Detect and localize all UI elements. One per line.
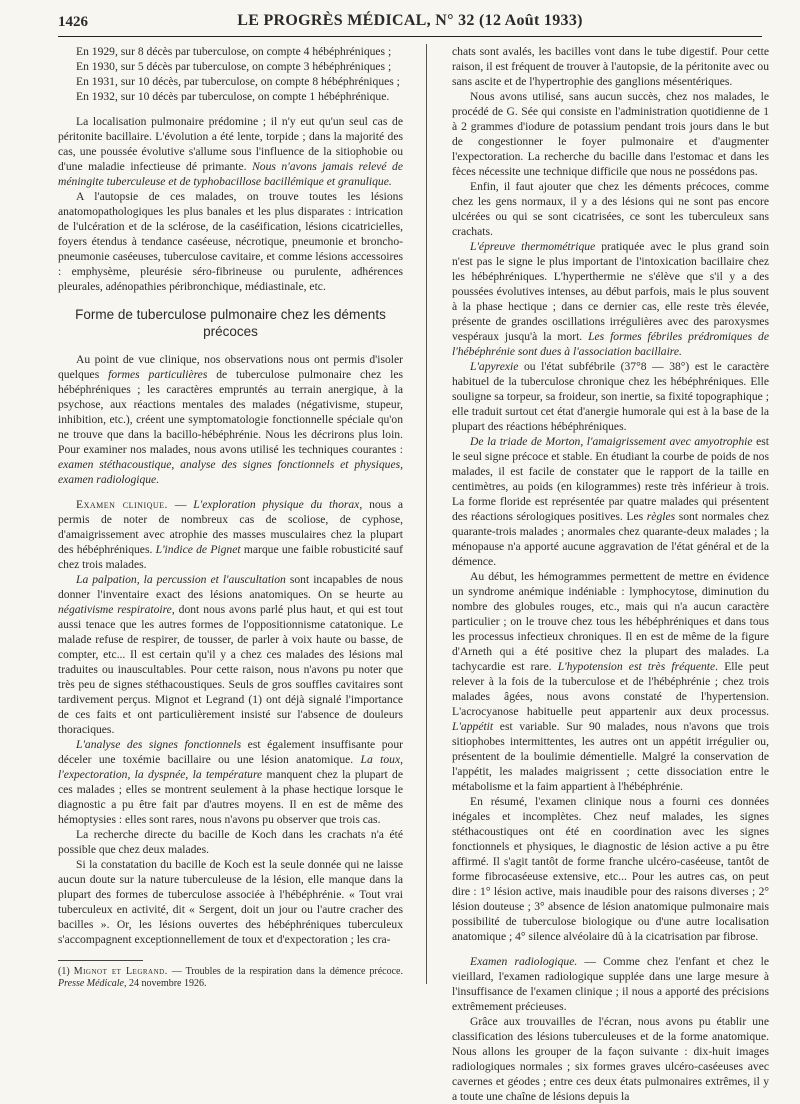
text-run: (1) (58, 966, 74, 977)
footnote-authors: Mignot et Legrand. (73, 966, 168, 977)
text-run: — Troubles de la respiration dans la démence précoce. (167, 966, 403, 977)
paragraph: En 1930, sur 5 décès par tuberculose, on compte 3 hébéphréniques ; (76, 60, 392, 73)
column-rule (426, 44, 427, 984)
text-run: sont incapables de nous donner l'inventaire exact des lésions anatomiques. On se heurte au (58, 573, 403, 601)
emphasis: examen stéthacoustique, analyse des signes fonctionnels et physiques, examen radiologique. (58, 458, 403, 486)
paragraph: En 1929, sur 8 décès par tuberculose, on compte 4 hébéphréniques ; (76, 45, 392, 58)
paragraph (58, 497, 403, 572)
paragraph: En résumé, l'examen clinique nous a fourni ces données inégales et incomplètes. Chez neuf malades, les signes stéthacoustiques ont été en coordination avec les signes fonctionnels et physiques, le diagnostic de lésion active a pu être affirmé. Il s'agit tantôt de forme franche ulcéro-caséeuse, tantôt de forme fibrocaséeuse extensive, etc... Pour les autres cas, on peut dire : 1° lésion active, mais inaudible pour des raisons diverses ; 2° lésion douteuse ; 3° absence de lésion anatomique pulmonaire mais possibilité de tuberculose biologique ou d'une autre localisation anatomique ; 4° silence alvéolaire dû à la cicatrisation par fibrose. (452, 795, 769, 943)
paragraph: La recherche directe du bacille de Koch dans les crachats n'a été possible que chez deux malades. (58, 828, 403, 856)
text-run: pratiquée avec le plus grand soin n'est pas le signe le plus important de l'intoxication bacillaire chez les hébéphréniques. L'hyperthermie ne s'élève que s'il y a des poussées évolutives intenses, au début parfois, mais le plus souvent à la phase hectique ; dans ce dernier cas, elle reste très élevée, présente de grandes oscillations irrégulières avec des paroxysmes vespéraux jusqu'à la mort. (452, 240, 769, 343)
text-run: — (167, 498, 194, 511)
paragraph: Si la constatation du bacille de Koch est la seule donnée qui ne laisse aucun doute sur la nature tuberculeuse de la lésion, elle manque dans la plupart des formes de tuberculose associée à l'hébéphrénie. « Tout vrai tuberculeux en activité, dit « Sergent, doit un jour ou l'autre cracher des bacilles ». Or, les lésions ouvertes des hébéphréniques tuberculeux s'accompagnent exceptionnellement de toux et d'expectoration ; les cra- (58, 858, 403, 946)
text-run: de tuberculose pulmonaire chez les hébéphréniques ; les caractères empruntés au terrain anergique, à la psychose, aux réactions mentales des malades (négativisme, stupeur, inhibition, etc.), créent une symptomatologie fonctionnelle spéciale qu'on ne trouve que dans la bacillo-hébéphrénie. Nous les décrirons plus loin. Pour examiner nos malades, nous avons utilisé les techniques courantes : (58, 368, 403, 456)
subsection-label: Examen clinique. (76, 498, 168, 511)
paragraph: En 1931, sur 10 décès, par tuberculose, on compte 8 hébéphréniques ; (76, 75, 400, 88)
emphasis: Presse Médicale (58, 978, 124, 989)
text-run: , 24 novembre 1926. (124, 978, 207, 989)
paragraph: chats sont avalés, les bacilles vont dans le tube digestif. Pour cette raison, il est fréquent de trouver à l'autopsie, de la péritonite avec ou sans ascite et de l'hypertrophie des ganglions mésentériques. (452, 45, 769, 88)
emphasis: L'épreuve thermométrique (470, 240, 596, 253)
emphasis: La toux, l'expectoration, la dyspnée, la température (58, 753, 403, 781)
paragraph (58, 114, 403, 189)
emphasis: La palpation, la percussion et l'auscultation (76, 573, 286, 586)
text-run: marque une faible robusticité sauf chez trois malades. (58, 543, 403, 571)
paragraph (58, 737, 403, 827)
left-column (58, 44, 403, 1019)
text-run: est le seul signe précoce et stable. En étudiant la courbe de poids de nos malades, il est facile de constater que le rapport de la taille en centimètres, au poids (en kilogrammes) reste très inférieur à trois. La forme floride est représentée par quatre malades qui présentent des réactions sérologiques positives. Les (452, 435, 769, 523)
emphasis: formes particulières (108, 368, 208, 381)
text-run: . Elle peut relever à la fois de la tuberculose et de l'hébéphrénie ; chez trois malades âgées, nous avons constaté de l'hypertension. L'acrocyanose habituelle peut appartenir aux deux processus. (452, 660, 770, 718)
paragraph: Nous avons utilisé, sans aucun succès, chez nos malades, le procédé de G. Sée qui consiste en l'administration quotidienne de 1 à 2 grammes d'iodure de potassium pendant trois jours dans le but de congestionner le foyer pulmonaire et d'augmenter l'expectoration. La recherche du bacille dans l'estomac et dans les fèces nécessite une technique difficile que nous ne possédons pas. (452, 90, 769, 178)
emphasis: Les formes fébriles prédromiques de l'hébéphrénie sont dues à l'association bacillaire. (452, 330, 769, 358)
paragraph: En 1932, sur 10 décès par tuberculose, on compte 1 hébéphrénique. (76, 90, 390, 103)
running-header (58, 8, 762, 38)
footnote (58, 966, 403, 990)
emphasis: L'exploration physique du thorax (193, 498, 360, 511)
paragraph: Grâce aux trouvailles de l'écran, nous avons pu établir une classification des lésions tuberculeuses et de la forme anatomique. Nous allons les grouper de la façon suivante : dix-huit images radiologiques normales ; six formes graves ulcéro-caséeuses avec cavernes et géodes ; entre ces deux états pulmonaires extrêmes, il y a toute une chaîne de lésions depuis la (452, 1015, 769, 1103)
text-run: , dont nous avons parlé plus haut, et qui est tout aussi tenace que les autres formes de l'oppositionnisme catatonique. Le malade refuse de respirer, de tousser, de parler à voix haute ou basse, de compter, etc... Il est certain qu'il y a chez ces malades des lésions mal traduites ou inauscultables. Pour cette raison, nous n'avons pu noter que très peu de signes stéthacoustiques. Seuls de gros souffles cavitaires sont tardivement perçus. Mignot et Legrand (1) ont déjà signalé l'importance de ces faits et ont particulièrement insisté sur l'absence de douleurs thoraciques. (58, 603, 403, 736)
emphasis: L'apyrexie (470, 360, 519, 373)
emphasis: Nous n'avons jamais relevé de méningite tuberculeuse et de typhobacillose bacillémique et granulique. (58, 160, 403, 188)
footnote-rule (58, 960, 143, 961)
paragraph (58, 352, 403, 487)
text-run: sont normales chez quarante-trois malades ; anormales chez quarante-deux malades ; la ménopause n'a apporté aucune aggravation de l'état général et de la démence. (452, 510, 769, 568)
page-number: 1426 (58, 14, 88, 30)
emphasis: négativisme respiratoire (58, 603, 172, 616)
text-run: Au début, les hémogrammes permettent de mettre en évidence un syndrome anémique indéniable : lymphocytose, diminution du nombre des globules rouges, etc., mais qui n'a aucun caractère particulier ; on le trouve chez tous les hébéphréniques et dans tous les processus infectieux chroniques. Il en est de même de la figure d'Arneth qui a été positive chez la plupart des malades. La tachycardie est rare. (452, 570, 769, 673)
subsection-label: Examen radiologique. (470, 955, 578, 968)
right-column (452, 44, 770, 1103)
text-run: est également insuffisante pour déceler une toxémie bacillaire ou une lésion anatomique. (58, 738, 403, 766)
emphasis: L'indice de Pignet (155, 543, 241, 556)
paragraph (452, 359, 769, 434)
text-run: , nous a permis de noter de nombreux cas de scoliose, de cyphose, d'amaigrissement avec atrophie des masses musculaires chez la plupart des hébéphréniques. (58, 498, 404, 556)
paragraph (452, 239, 769, 359)
emphasis: L'hypotension est très fréquente (557, 660, 716, 673)
text-run: ou l'état subfébrile (37°8 — 38°) est le caractère habituel de la tuberculose chronique chez les hébéphréniques. Elle souligne sa torpeur, sa froideur, son inertie, sa fixité topographique ; elle traduit surtout cet état d'anergie humorale qui est à la base de la plupart des réactions hébéphréniques. (452, 360, 769, 433)
text-run: Au point de vue clinique, nos observations nous ont permis d'isoler quelques (58, 353, 403, 381)
text-run: La localisation pulmonaire prédomine ; il n'y eut qu'un seul cas de péritonite bacillaire. L'évolution a été lente, torpide ; dans la majorité des cas, une poussée évolutive s'allume sous l'influence de la sitiophobie ou d'une maladie infectieuse dé primante. (58, 115, 403, 173)
paragraph (452, 434, 769, 569)
paragraph (452, 569, 769, 794)
paragraph: Enfin, il faut ajouter que chez les déments précoces, comme chez les gens normaux, il y a des lésions qui ne sont pas encore ulcérées ou qui se sont cicatrisées, ce sont les tuberculeux sans crachats. (452, 180, 769, 238)
emphasis: règles (646, 510, 676, 523)
text-run: est variable. Sur 90 malades, nous n'avons que trois sitiophobes intermittentes, les autres ont un appétit irrégulier ou, présentent de la boulimie démentielle. Malgré la conservation de l'appétit, les malades maigrissent ; cette dissociation entre le métabolisme et la faim appartient à l'hébéphrénie. (452, 720, 769, 793)
paragraph: A l'autopsie de ces malades, on trouve toutes les lésions anatomopathologiques les plus banales et les plus disparates : intrication de l'ulcération et de la sclérose, de la caséification, lésions cicatricielles, foyers étendus à tendance caséeuse, nécrotique, pneumonie et broncho-pneumonie caséeuses, tuberculose cavitaire, et comme lésions accessoires : emphysème, pleurésie séro-fibrineuse ou purulente, adhérences pleurales, adénopathies péribronchique, médiastinale, etc. (58, 190, 403, 293)
paragraph (452, 954, 769, 1014)
paragraph (58, 572, 403, 737)
text-run: manquent chez la plupart de ces malades ; elles se montrent seulement à la phase hectique lorsque le diagnostic a pu être fait par d'autres moyens. Il en est de même des hémoptysies : elles sont rares, nous n'avons pu observer que trois cas. (58, 768, 403, 826)
emphasis: De la triade de Morton, l'amaigrissement avec amyotrophie (470, 435, 753, 448)
emphasis: L'appétit (452, 720, 494, 733)
journal-title: LE PROGRÈS MÉDICAL, N° 32 (12 Août 1933) (237, 12, 583, 29)
emphasis: L'analyse des signes fonctionnels (76, 738, 242, 751)
header-rule (58, 36, 762, 37)
text-run: — Comme chez l'enfant et chez le vieillard, l'examen radiologique supplée dans une large mesure à l'insuffisance de l'examen clinique ; il nous a apporté des précisions extrêmement précieuses. (452, 955, 769, 1013)
section-heading: Forme de tuberculose pulmonaire chez les déments précoces (75, 307, 386, 339)
